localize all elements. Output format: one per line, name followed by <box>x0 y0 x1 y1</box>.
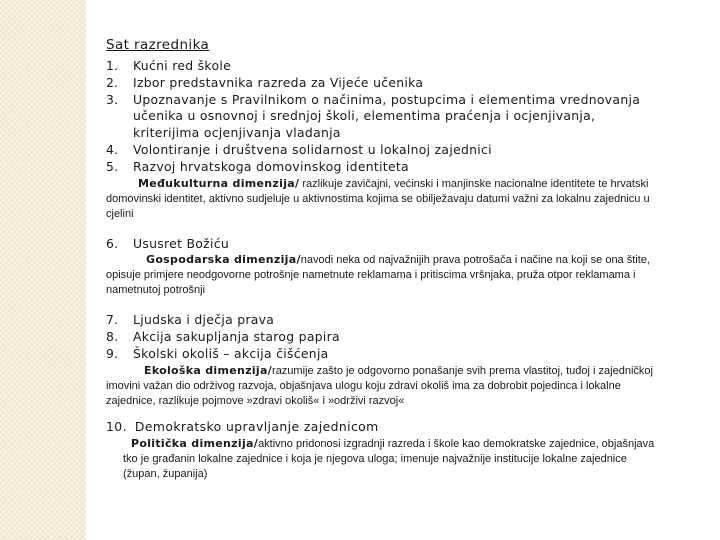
dimension-text: razlikuje zavičajni, većinski i manjinske nacionalne identitete te hrvatski domovinski identitet, aktivno sudjeluje u aktivnostima kojima se obilježavaju datumi važni za lokalnu zajednicu u cjelini <box>106 177 650 220</box>
list-number: 4. <box>106 141 119 157</box>
list-text: Akcija sakupljanja starog papira <box>133 329 340 345</box>
dimension-ecological <box>106 363 666 409</box>
list-text: Razvoj hrvatskoga domovinskog identiteta <box>133 158 409 174</box>
decorative-side-band <box>0 0 86 540</box>
list-item <box>106 236 666 253</box>
list-item <box>106 329 666 346</box>
list-number: 1. <box>106 58 119 73</box>
list-item <box>106 75 666 92</box>
list-item <box>106 58 666 75</box>
topic-list-b <box>106 312 666 362</box>
list-text: Volontiranje i društvena solidarnost u lokalnoj zajednici <box>133 141 492 157</box>
list-text: Ususret Božiću <box>133 235 229 251</box>
list-item <box>106 346 666 363</box>
list-number: 7. <box>106 312 119 328</box>
list-text: Demokratsko upravljanje zajednicom <box>134 418 379 434</box>
topic-list-a <box>106 58 666 176</box>
list-item <box>106 142 666 159</box>
dimension-text: navodi neka od najvažnijih prava potrošača i načine na koji se ona štite, opisuje primjere neodgovorne potrošnje nametnute reklamama i pritiscima vršnjaka, pruža otpor reklamama i nametnutoj potrošnji <box>106 254 650 297</box>
dimension-label: Politička dimenzija/ <box>131 436 259 450</box>
list-text: Upoznavanje s Pravilnikom o načinima, postupcima i elementima vrednovanja učenika u osnovnoj i srednjoj školi, elementima praćenja i ocjenjivanja, kriterijima ocjenjivanja vladanja <box>133 91 641 141</box>
list-item <box>106 159 666 176</box>
list-text: Izbor predstavnika razreda za Vijeće učenika <box>133 74 424 90</box>
page-title: Sat razrednika <box>106 37 210 53</box>
list-number: 5. <box>106 158 119 174</box>
list-number: 10. <box>106 418 127 434</box>
list-item <box>106 419 666 436</box>
list-number: 3. <box>106 91 119 107</box>
dimension-label: Ekološka dimenzija/ <box>144 363 273 377</box>
dimension-text: aktivno pridonosi izgradnji razreda i škole kao demokratske zajednice, objašnjava tko je građanin lokalne zajednice i koja je njegova uloga; imenuje najvažnije institucije lokalne zajednice (župan, županija) <box>123 437 655 480</box>
dimension-text: razumije zašto je odgovorno ponašanje svih prema vlastitoj, tuđoj i zajedničkoj imovini važan dio održivog razvoja, objašnjava ulogu koju zdravi okoliš ima za dobrobit pojedinca i lokalne zajednice, razlikuje pojmove »zdravi okoliš« i »održivi razvoj« <box>106 364 653 407</box>
list-number: 2. <box>106 74 119 90</box>
list-text: Kućni red škole <box>133 58 231 73</box>
list-item <box>106 92 666 142</box>
list-number: 8. <box>106 329 119 345</box>
dimension-intercultural <box>106 176 666 222</box>
dimension-economic <box>106 252 666 298</box>
dimension-political <box>106 436 666 482</box>
list-item <box>106 312 666 329</box>
list-number: 9. <box>106 345 119 361</box>
dimension-label: Gospodarska dimenzija/ <box>146 253 301 267</box>
list-text: Školski okoliš – akcija čišćenja <box>133 345 329 361</box>
list-text: Ljudska i dječja prava <box>133 312 275 328</box>
list-number: 6. <box>106 235 119 251</box>
slide-content <box>106 36 666 490</box>
dimension-label: Međukulturna dimenzija/ <box>138 176 300 190</box>
